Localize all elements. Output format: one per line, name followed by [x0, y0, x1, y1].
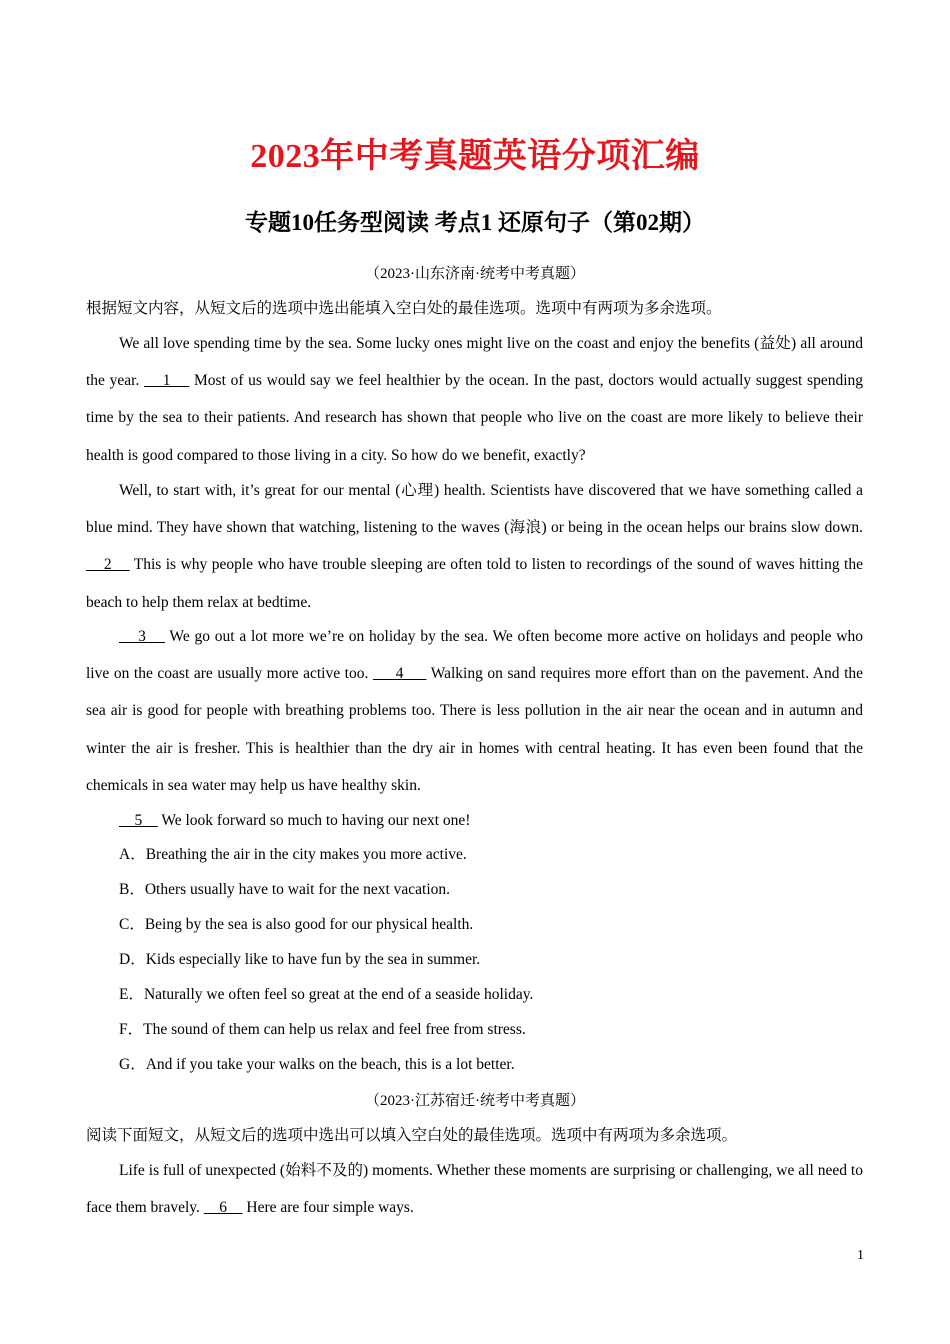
paragraph-text: We all love spending time by the sea. Some lucky ones might live on the coast and enjoy the benefits (益处) all around the year.: [86, 335, 863, 390]
option-a: A．Breathing the air in the city makes you more active.: [119, 846, 467, 863]
section2-paragraph-1: [86, 1152, 863, 1226]
paragraph-text: Walking on sand requires more effort than on the pavement. And the sea air is good for people with breathing problems too. There is less pollution in the air near the ocean and in autumn and winter the air is fresher. This is healthier than the dry air in homes with central heating. It has even been found that the chemicals in sea water may help us have healthy skin.: [86, 665, 864, 794]
section1-paragraph-3: [86, 618, 863, 804]
option-e: E．Naturally we often feel so great at the end of a seaside holiday.: [119, 986, 534, 1003]
option-b: B．Others usually have to wait for the next vacation.: [119, 881, 451, 898]
paragraph-text: We look forward so much to having our next one!: [157, 812, 471, 829]
page-number: 1: [857, 1248, 864, 1263]
document-title: 2023年中考真题英语分项汇编: [250, 138, 700, 175]
section1-source: （2023·山东济南·统考中考真题）: [365, 266, 585, 282]
section2-source: （2023·江苏宿迁·统考中考真题）: [365, 1093, 585, 1109]
option-c: C．Being by the sea is also good for our physical health.: [119, 916, 474, 933]
paragraph-text: This is why people who have trouble sleeping are often told to listen to recordings of the sound of waves hitting the beach to help them relax at bedtime.: [86, 556, 863, 611]
section1-paragraph-1: [86, 325, 863, 474]
section2-instruction: 阅读下面短文，从短文后的选项中选出可以填入空白处的最佳选项。选项中有两项为多余选项。: [86, 1127, 738, 1144]
option-d: D．Kids especially like to have fun by the sea in summer.: [119, 951, 481, 968]
paragraph-text: Well, to start with, it’s great for our mental (心理) health. Scientists have discovered that we have something called a blue mind. They have shown that watching, listening to the waves (海浪) or being in the ocean helps our brains slow down.: [86, 482, 863, 537]
section1-instruction: 根据短文内容，从短文后的选项中选出能填入空白处的最佳选项。选项中有两项为多余选项。: [86, 300, 722, 317]
section1-paragraph-2: [86, 472, 863, 621]
option-f: F．The sound of them can help us relax and feel free from stress.: [119, 1021, 526, 1038]
paragraph-text: Here are four simple ways.: [242, 1199, 414, 1217]
blank-5: 5: [119, 812, 158, 829]
blank-1: 1: [144, 372, 190, 390]
blank-4: 4: [372, 665, 427, 683]
blank-3: 3: [119, 628, 165, 645]
option-g: G．And if you take your walks on the beach, this is a lot better.: [119, 1056, 515, 1073]
blank-2: 2: [86, 556, 130, 574]
document-subtitle: 专题10任务型阅读 考点1 还原句子（第02期）: [245, 210, 705, 235]
paragraph-text: Most of us would say we feel healthier by the ocean. In the past, doctors would actually suggest spending time by the sea to their patients. And research has shown that people who live on the coast are more likely to believe their health is good compared to those living in a city. So how do we benefit, exactly?: [86, 372, 863, 464]
section1-paragraph-4: [86, 802, 863, 839]
paragraph-text: Life is full of unexpected (始料不及的) moments. Whether these moments are surprising or challenging, we all need to face them bravely.: [86, 1162, 863, 1217]
blank-6: 6: [203, 1199, 243, 1217]
paragraph-text: We go out a lot more we’re on holiday by the sea. We often become more active on holidays and people who live on the coast are usually more active too.: [86, 628, 863, 683]
